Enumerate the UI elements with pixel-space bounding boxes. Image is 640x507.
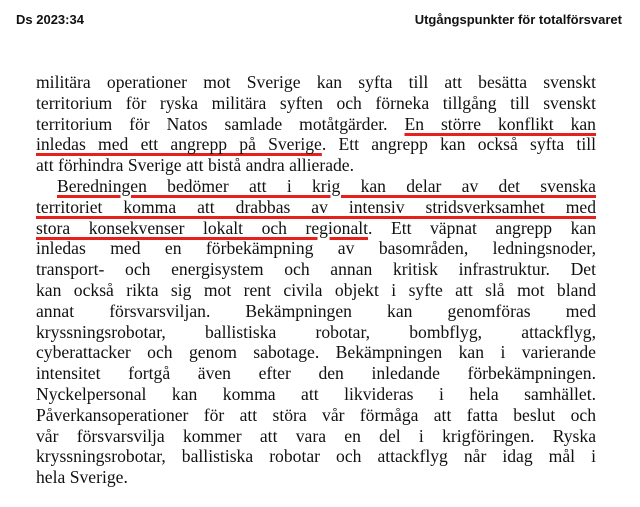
text-line: [36, 363, 596, 384]
text-line: [36, 114, 596, 135]
text-line: [36, 197, 596, 218]
text-line: [36, 384, 596, 405]
text-line: [36, 72, 596, 93]
text-line: [36, 405, 596, 426]
highlighted-text: stora konsekvenser lokalt och regionalt: [36, 217, 369, 238]
highlighted-text: En större konflikt kan: [404, 113, 596, 134]
text-line: [36, 322, 596, 343]
text-line: [36, 176, 596, 197]
text-segment: kryssningsrobotar, ballistiska robotar och attackflyg når idag mål i: [36, 446, 596, 467]
text-segment: transport- och energisystem och annan kritisk infrastruktur. Det: [36, 259, 596, 280]
section-title: Utgångspunkter för totalförsvaret: [414, 12, 622, 27]
text-segment: territorium för Natos samlade motåtgärder.: [36, 113, 405, 134]
highlighted-text: territoriet komma att drabbas av intensiv stridsverksamhet med: [36, 196, 596, 217]
text-line: [36, 280, 596, 301]
text-segment: inledas med en förbekämpning av basområden, ledningsnoder,: [36, 238, 596, 259]
text-segment: hela Sverige.: [36, 467, 128, 488]
text-segment: att förhindra Sverige att bistå andra allierade.: [36, 155, 355, 176]
document-id: Ds 2023:34: [16, 12, 84, 27]
text-segment: vår försvarsvilja kommer att vara en del i krigföringen. Ryska: [36, 425, 596, 446]
text-line: [36, 426, 596, 447]
text-segment: cyberattacker och genom sabotage. Bekämpningen kan i varierande: [36, 342, 596, 363]
text-segment: territorium för ryska militära syften och förneka tillgång till svenskt: [36, 92, 596, 113]
text-segment: intensitet fortgå även efter den inledande förbekämpningen.: [36, 363, 596, 384]
text-line: [36, 155, 596, 176]
text-segment: Nyckelpersonal kan komma att likvideras i hela samhället.: [36, 383, 596, 404]
body-text: [36, 72, 596, 488]
text-line: [36, 134, 596, 155]
text-line: [36, 342, 596, 363]
text-line: [36, 218, 596, 239]
text-segment: Påverkansoperationer för att störa vår förmåga att fatta beslut och: [36, 404, 596, 425]
text-segment: militära operationer mot Sverige kan syfta till att besätta svenskt: [36, 72, 596, 92]
text-line: [36, 467, 596, 488]
text-segment: annat försvarsviljan. Bekämpningen kan genomföras med: [36, 300, 596, 321]
text-segment: . Ett angrepp kan också syfta till: [321, 134, 596, 155]
text-line: [36, 446, 596, 467]
text-line: [36, 238, 596, 259]
highlighted-text: inledas med ett angrepp på Sverige: [36, 134, 322, 155]
highlighted-text: Beredningen bedömer att i krig kan delar av det svenska: [57, 175, 596, 196]
text-segment: . Ett väpnat angrepp kan: [368, 217, 597, 238]
text-segment: kryssningsrobotar, ballistiska robotar, bombflyg, attackflyg,: [36, 321, 596, 342]
text-line: [36, 301, 596, 322]
page-header: [0, 0, 640, 40]
text-line: [36, 93, 596, 114]
text-segment: kan också rikta sig mot rent civila objekt i syfte att slå mot bland: [36, 279, 596, 300]
text-line: [36, 259, 596, 280]
